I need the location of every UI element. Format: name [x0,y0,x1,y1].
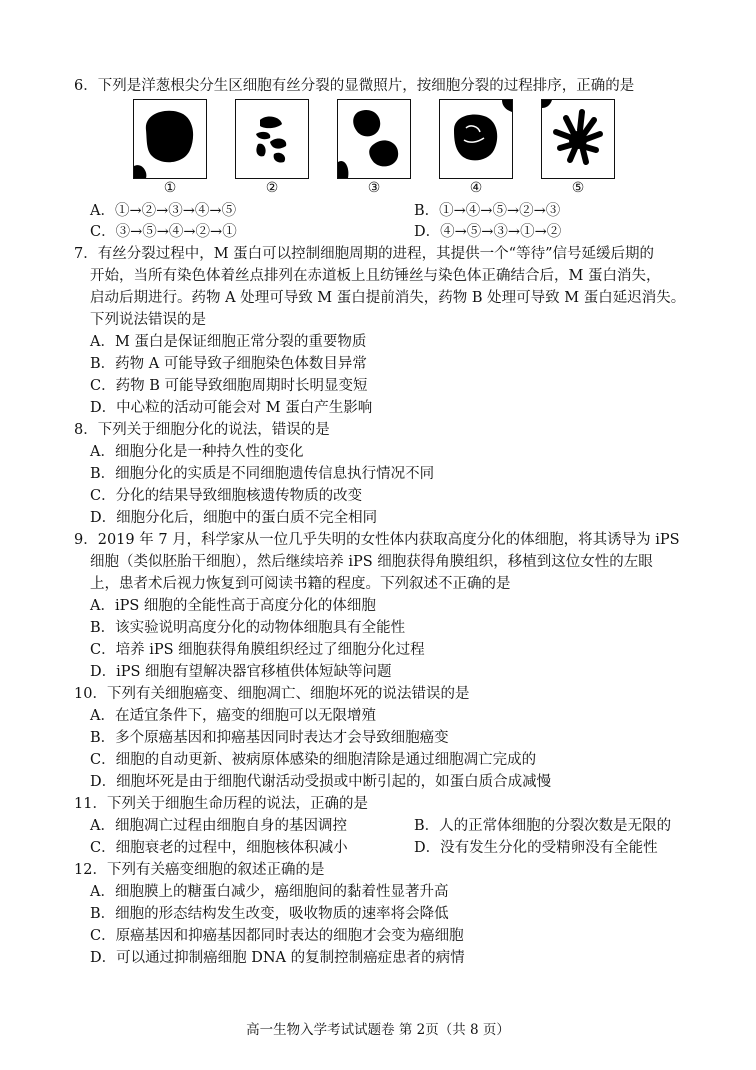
micrograph-label-1: ① [163,180,177,196]
micrograph-label-4: ④ [469,180,483,196]
micrograph-1 [133,99,207,179]
q12-option-b: B．细胞的形态结构发生改变，吸收物质的速率将会降低 [90,906,449,922]
micrograph-label-3: ③ [367,180,381,196]
q7-stem-line-3: 启动后期进行。药物 A 处理可导致 M 蛋白提前消失，药物 B 处理可导致 M 蛋白延迟消失。 [90,290,686,306]
micrograph-3 [337,99,411,179]
q10-option-c: C．细胞的自动更新、被病原体感染的细胞清除是通过细胞凋亡完成的 [90,752,537,768]
q11-option-a: A．细胞凋亡过程由细胞自身的基因调控 [90,818,347,834]
q10-stem: 10．下列有关细胞癌变、细胞凋亡、细胞坏死的说法错误的是 [74,686,470,702]
q8-option-d: D．细胞分化后，细胞中的蛋白质不完全相同 [90,510,378,526]
q9-option-c: C．培养 iPS 细胞获得角膜组织经过了细胞分化过程 [90,642,425,658]
q8-stem: 8．下列关于细胞分化的说法，错误的是 [74,422,330,438]
q12-stem: 12．下列有关癌变细胞的叙述正确的是 [74,862,325,878]
micrograph-label-5: ⑤ [571,180,585,196]
micrograph-label-2: ② [265,180,279,196]
q6-stem: 6．下列是洋葱根尖分生区细胞有丝分裂的显微照片，按细胞分裂的过程排序，正确的是 [74,78,635,94]
q12-option-a: A．细胞膜上的糖蛋白减少，癌细胞间的黏着性显著升高 [90,884,449,900]
q9-option-a: A．iPS 细胞的全能性高于高度分化的体细胞 [90,598,376,614]
page-footer: 高一生物入学考试试题卷 第 2页（共 8 页） [246,1022,510,1038]
q7-option-d: D．中心粒的活动可能会对 M 蛋白产生影响 [90,400,373,416]
q10-option-d: D．细胞坏死是由于细胞代谢活动受损或中断引起的，如蛋白质合成减慢 [90,774,552,790]
q9-stem-line-3: 上，患者术后视力恢复到可阅读书籍的程度。下列叙述不正确的是 [90,576,511,592]
q8-option-a: A．细胞分化是一种持久性的变化 [90,444,304,460]
q8-option-b: B．细胞分化的实质是不同细胞遗传信息执行情况不同 [90,466,435,482]
q6-option-d: D．④→⑤→③→①→② [414,224,562,240]
micrograph-row [133,99,613,179]
q6-option-a: A．①→②→③→④→⑤ [90,203,237,219]
q9-option-b: B．该实验说明高度分化的动物体细胞具有全能性 [90,620,406,636]
q11-option-d: D．没有发生分化的受精卵没有全能性 [414,840,658,856]
q6-option-c: C．③→⑤→④→②→① [90,224,237,240]
q6-option-b: B．①→④→⑤→②→③ [414,203,561,219]
q7-option-a: A．M 蛋白是保证细胞正常分裂的重要物质 [90,334,367,350]
q7-option-b: B．药物 A 可能导致子细胞染色体数目异常 [90,356,367,372]
q9-stem-line-2: 细胞（类似胚胎干细胞），然后继续培养 iPS 细胞获得角膜组织，移植到这位女性的左眼 [90,554,653,570]
q11-option-c: C．细胞衰老的过程中，细胞核体积减小 [90,840,348,856]
q9-option-d: D．iPS 细胞有望解决器官移植供体短缺等问题 [90,664,392,680]
q12-option-c: C．原癌基因和抑癌基因都同时表达的细胞才会变为癌细胞 [90,928,464,944]
q11-option-b: B．人的正常体细胞的分裂次数是无限的 [414,818,672,834]
q10-option-a: A．在适宜条件下，癌变的细胞可以无限增殖 [90,708,376,724]
q7-stem-line-1: 7．有丝分裂过程中，M 蛋白可以控制细胞周期的进程，其提供一个“等待”信号延缓后期的 [74,246,655,262]
q10-option-b: B．多个原癌基因和抑癌基因同时表达才会导致细胞癌变 [90,730,449,746]
micrograph-5 [541,99,615,179]
q7-stem-line-4: 下列说法错误的是 [90,312,206,328]
q12-option-d: D．可以通过抑制癌细胞 DNA 的复制控制癌症患者的病情 [90,950,465,966]
micrograph-2 [235,99,309,179]
q7-option-c: C．药物 B 可能导致细胞周期时长明显变短 [90,378,368,394]
q7-stem-line-2: 开始，当所有染色体着丝点排列在赤道板上且纺锤丝与染色体正确结合后，M 蛋白消失， [90,268,661,284]
q11-stem: 11．下列关于细胞生命历程的说法，正确的是 [74,796,368,812]
q9-stem-line-1: 9．2019 年 7 月，科学家从一位几乎失明的女性体内获取高度分化的体细胞，将其诱导为 iPS [74,532,680,548]
micrograph-4 [439,99,513,179]
q8-option-c: C．分化的结果导致细胞核遗传物质的改变 [90,488,363,504]
